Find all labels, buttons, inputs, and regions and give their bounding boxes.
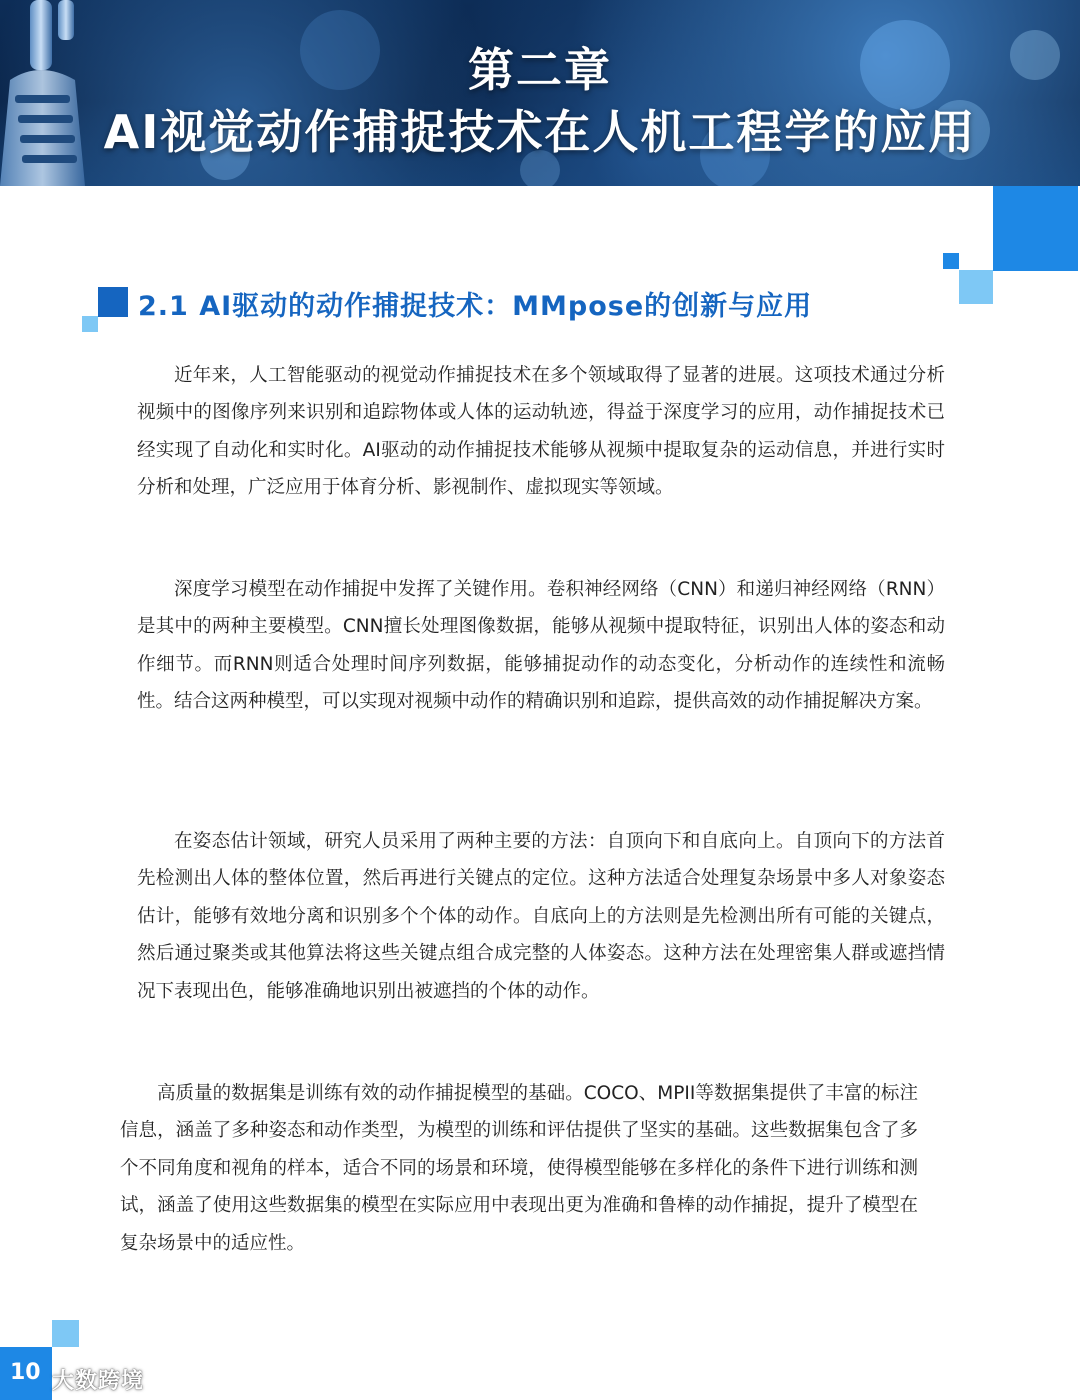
decor-square xyxy=(52,1320,79,1347)
chapter-heading: 第二章 xyxy=(468,43,612,97)
watermark-text: 大数跨境 xyxy=(52,1369,145,1394)
paragraph-intro: 近年来，人工智能驱动的视觉动作捕捉技术在多个领域取得了显著的进展。这项技术通过分析视频中的图像序列来识别和追踪物体或人体的运动轨迹，得益于深度学习的应用，动作捕捉技术已经实现了自动化和实时化。AI驱动的动作捕捉技术能够从视频中提取复杂的运动信息，并进行实时分析和处理，广泛应用于体育分析、影视制作、虚拟现实等领域。 xyxy=(137,365,945,499)
section-title: 2.1 AI驱动的动作捕捉技术：MMpose的创新与应用 xyxy=(138,291,813,322)
decor-square xyxy=(959,270,993,304)
section-marker-square xyxy=(98,287,128,317)
decor-square xyxy=(993,186,1078,271)
chapter-title: AI视觉动作捕捉技术在人机工程学的应用 xyxy=(103,105,977,159)
paragraph-pose-estimation: 在姿态估计领域，研究人员采用了两种主要的方法：自顶向下和自底向上。自顶向下的方法首先检测出人体的整体位置，然后再进行关键点的定位。这种方法适合处理复杂场景中多人对象姿态估计，能够有效地分离和识别多个个体的动作。自底向上的方法则是先检测出所有可能的关键点，然后通过聚类或其他算法将这些关键点组合成完整的人体姿态。这种方法在处理密集人群或遮挡情况下表现出色，能够准确地识别出被遮挡的个体的动作。 xyxy=(137,831,945,1002)
decor-square xyxy=(943,253,959,269)
paragraph-datasets: 高质量的数据集是训练有效的动作捕捉模型的基础。COCO、MPII等数据集提供了丰富的标注信息，涵盖了多种姿态和动作类型，为模型的训练和评估提供了坚实的基础。这些数据集包含了多个不同角度和视角的样本，适合不同的场景和环境，使得模型能够在多样化的条件下进行训练和测试，涵盖了使用这些数据集的模型在实际应用中表现出更为准确和鲁棒的动作捕捉，提升了模型在复杂场景中的适应性。 xyxy=(120,1083,918,1254)
header-banner xyxy=(0,0,1080,186)
section-marker-square xyxy=(82,316,98,332)
page-number: 10 xyxy=(10,1360,41,1385)
paragraph-deep-learning: 深度学习模型在动作捕捉中发挥了关键作用。卷积神经网络（CNN）和递归神经网络（RNN）是其中的两种主要模型。CNN擅长处理图像数据，能够从视频中提取特征，识别出人体的姿态和动作细节。而RNN则适合处理时间序列数据，能够捕捉动作的动态变化，分析动作的连续性和流畅性。结合这两种模型，可以实现对视频中动作的精确识别和追踪，提供高效的动作捕捉解决方案。 xyxy=(137,579,945,713)
